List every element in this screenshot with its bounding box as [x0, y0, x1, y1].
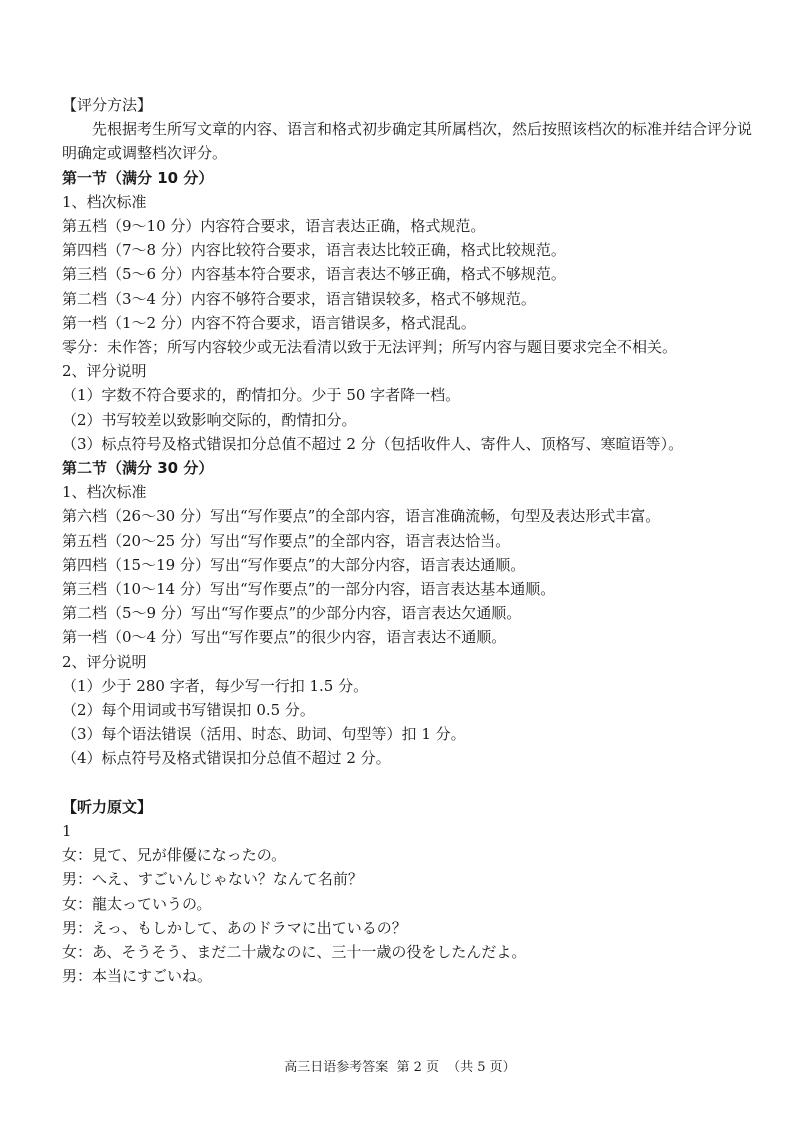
footer-page-number: 第 2 页	[396, 1060, 439, 1075]
section2-criterion: 第三档（10～14 分）写出“写作要点”的一部分内容，语言表达基本通顺。	[62, 580, 556, 599]
scoring-heading: 【评分方法】	[62, 96, 153, 114]
section2-note: （4）标点符号及格式错误扣分总值不超过 2 分。	[62, 749, 391, 768]
dialogue-line: 男：本当にすごいね。	[62, 967, 213, 986]
section2-notes-heading: 2、评分说明	[62, 652, 147, 671]
section2-criterion: 第六档（26～30 分）写出“写作要点”的全部内容，语言准确流畅，句型及表达形式丰富。	[62, 507, 661, 526]
section1-criterion: 第五档（9～10 分）内容符合要求，语言表达正确，格式规范。	[62, 217, 486, 236]
footer-page-total: （共 5 页）	[447, 1060, 516, 1075]
section2-criterion: 第一档（0～4 分）写出“写作要点”的很少内容，语言表达不通顺。	[62, 628, 507, 647]
section1-criterion: 零分：未作答；所写内容较少或无法看清以致于无法评判；所写内容与题目要求完全不相关。	[62, 338, 678, 357]
section1-notes-heading: 2、评分说明	[62, 362, 147, 381]
section1-note: （2）书写较差以致影响交际的，酌情扣分。	[62, 410, 357, 429]
scoring-intro: 先根据考生所写文章的内容、语言和格式初步确定其所属档次，然后按照该档次的标准并结合评分说明确定或调整档次评分。	[62, 120, 753, 163]
section1-criterion: 第四档（7～8 分）内容比较符合要求，语言表达比较正确，格式比较规范。	[62, 241, 566, 260]
document-body	[62, 93, 752, 988]
listening-question-number: 1	[62, 821, 72, 840]
footer-doc-title: 高三日语参考答案	[284, 1060, 389, 1075]
section2-criterion: 第二档（5～9 分）写出“写作要点”的少部分内容，语言表达欠通顺。	[62, 604, 522, 623]
dialogue-line: 女：あ、そうそう、まだ二十歳なのに、三十一歳の役をしたんだよ。	[62, 942, 527, 961]
dialogue-line: 女：龍太っていうの。	[62, 894, 212, 913]
listening-heading: 【听力原文】	[62, 797, 153, 816]
section2-note: （2）每个用词或书写错误扣 0.5 分。	[62, 701, 315, 720]
section2-note: （1）少于 280 字者，每少写一行扣 1.5 分。	[62, 676, 369, 695]
dialogue-line: 女：見て、兄が俳優になったの。	[62, 846, 287, 865]
dialogue-line: 男：えっ、もしかして、あのドラマに出ているの？	[62, 918, 407, 937]
section2-title: 第二节（满分 30 分）	[62, 459, 214, 478]
section1-criterion: 第二档（3～4 分）内容不够符合要求，语言错误较多，格式不够规范。	[62, 289, 536, 308]
section1-note: （3）标点符号及格式错误扣分总值不超过 2 分（包括收件人、寄件人、顶格写、寒暄语等）。	[62, 434, 684, 453]
section1-note: （1）字数不符合要求的，酌情扣分。少于 50 字者降一档。	[62, 386, 461, 405]
section2-criteria-heading: 1、档次标准	[62, 483, 147, 502]
section-gap	[62, 771, 752, 795]
section1-title: 第一节（满分 10 分）	[62, 168, 214, 187]
section1-criterion: 第三档（5～6 分）内容基本符合要求，语言表达不够正确，格式不够规范。	[62, 265, 566, 284]
page-footer	[0, 1056, 800, 1075]
section1-criterion: 第一档（1～2 分）内容不符合要求，语言错误多，格式混乱。	[62, 313, 476, 332]
section2-criterion: 第四档（15～19 分）写出“写作要点”的大部分内容，语言表达通顺。	[62, 555, 526, 574]
section2-note: （3）每个语法错误（活用、时态、助词、句型等）扣 1 分。	[62, 725, 466, 744]
dialogue-line: 男：へえ、すごいんじゃない？なんて名前？	[62, 870, 363, 889]
section2-criterion: 第五档（20～25 分）写出“写作要点”的全部内容，语言表达恰当。	[62, 531, 511, 550]
section1-criteria-heading: 1、档次标准	[62, 192, 147, 211]
